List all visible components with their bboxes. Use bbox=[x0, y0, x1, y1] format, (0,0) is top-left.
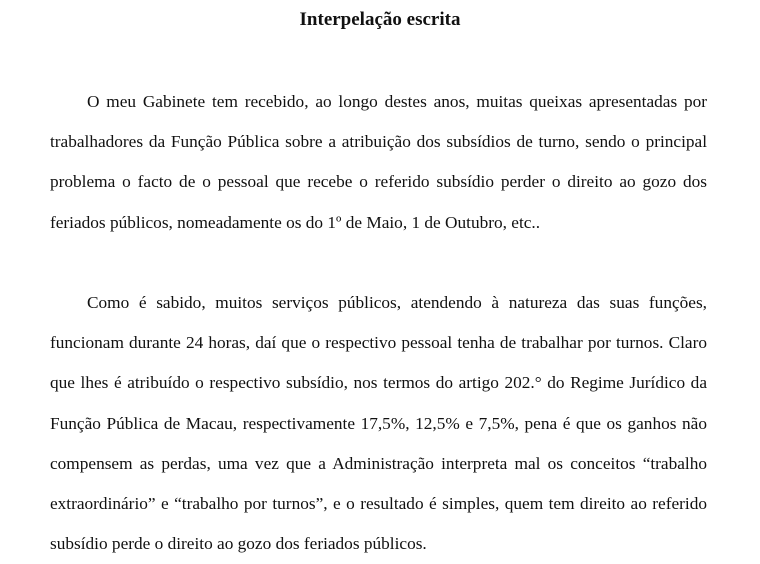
paragraph-2: Como é sabido, muitos serviços públicos, atendendo à natureza das suas funções, funcionam durante 24 horas, daí que o respectivo pessoal tenha de trabalhar por turnos. Claro que lhes é atribuído o respectivo subsídio, nos termos do artigo 202.° do Regime Jurídico da Função Pública de Macau, respectivamente 17,5%, 12,5% e 7,5%, pena é que os ganhos não compensem as perdas, uma vez que a Administração interpreta mal os conceitos “trabalho extraordinário” e “trabalho por turnos”, e o resultado é simples, quem tem direito ao referido subsídio perde o direito ao gozo dos feriados públicos. bbox=[50, 293, 707, 554]
document-title: Interpelação escrita bbox=[299, 9, 461, 30]
paragraph-1: O meu Gabinete tem recebido, ao longo destes anos, muitas queixas apresentadas por trabalhadores da Função Pública sobre a atribuição dos subsídios de turno, sendo o principal problema o facto de o pessoal que recebe o referido subsídio perder o direito ao gozo dos feriados públicos, nomeadamente os do 1º de Maio, 1 de Outubro, etc.. bbox=[50, 92, 707, 232]
